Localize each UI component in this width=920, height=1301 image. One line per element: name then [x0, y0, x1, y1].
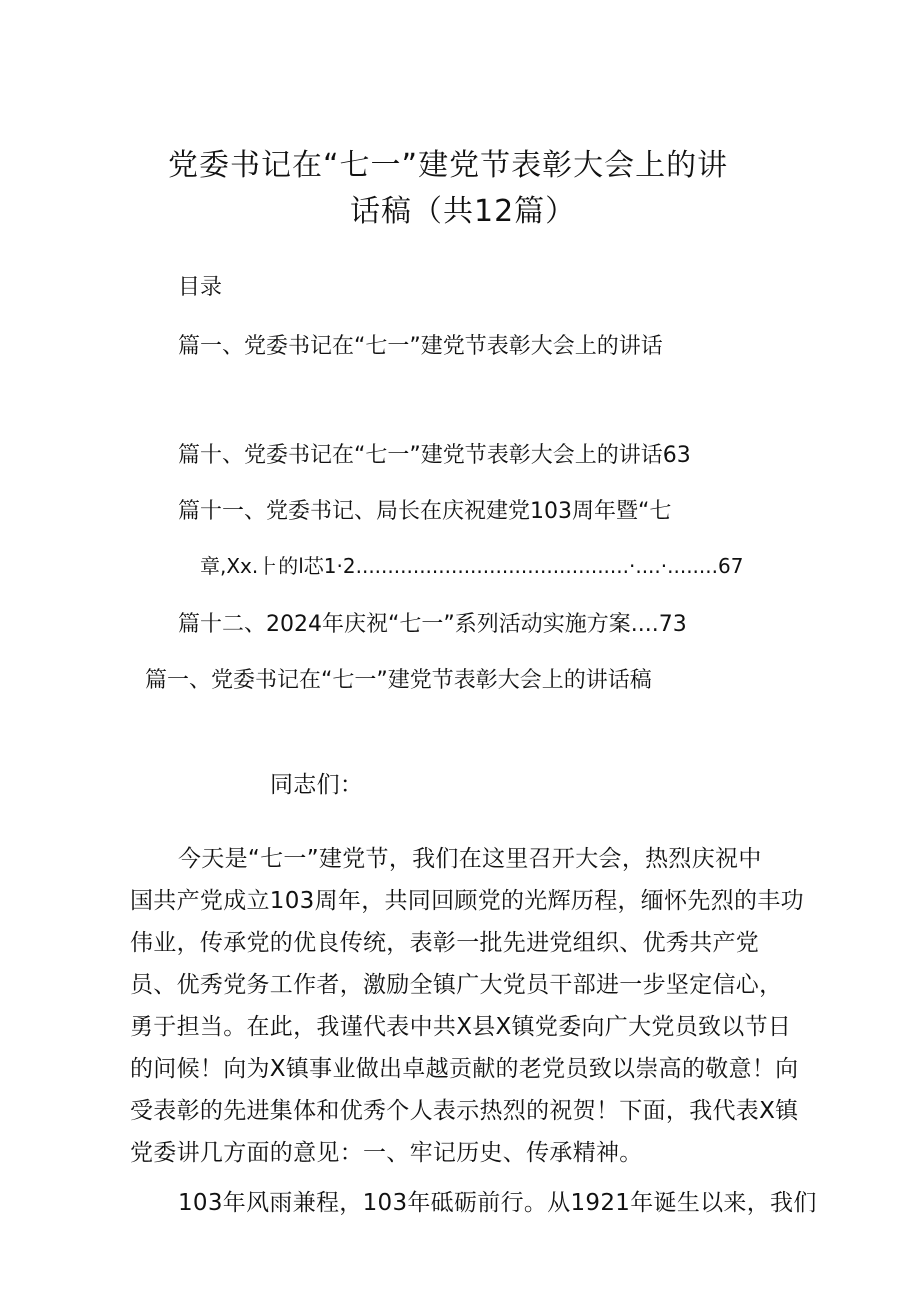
salutation: 同志们： [270, 772, 364, 798]
paragraph-line: 受表彰的先进集体和优秀个人表示热烈的祝贺！下面，我代表X镇 [130, 1098, 799, 1124]
toc-item: 篇十一、党委书记、局长在庆祝建党103周年暨“七 [178, 499, 672, 524]
paragraph-line: 党委讲几方面的意见：一、牢记历史、传承精神。 [130, 1140, 643, 1166]
paragraph-line: 103年风雨兼程，103年砥砺前行。从1921年诞生以来，我们 [178, 1190, 817, 1216]
paragraph-line: 勇于担当。在此，我谨代表中共X县X镇党委向广大党员致以节日 [130, 1014, 792, 1040]
paragraph-line: 今天是“七一”建党节，我们在这里召开大会，热烈庆祝中 [178, 846, 762, 872]
toc-item: 篇十、党委书记在“七一”建党节表彰大会上的讲话63 [178, 443, 691, 468]
paragraph-line: 的问候！向为X镇事业做出卓越贡献的老党员致以崇高的敬意！向 [130, 1056, 799, 1082]
toc-item: 篇十二、2024年庆祝“七一”系列活动实施方案....73 [178, 612, 687, 637]
paragraph-line: 国共产党成立103周年，共同回顾党的光辉历程，缅怀先烈的丰功 [130, 888, 804, 914]
paragraph-line: 伟业，传承党的优良传统，表彰一批先进党组织、优秀共产党 [130, 930, 760, 956]
doc-title-line-1: 党委书记在“七一”建党节表彰大会上的讲 [168, 148, 729, 183]
section-heading: 篇一、党委书记在“七一”建党节表彰大会上的讲话稿 [145, 668, 652, 693]
doc-title-line-2: 话稿（共12篇） [350, 194, 577, 229]
paragraph-line: 员、优秀党务工作者，激励全镇广大党员干部进一步坚定信心， [130, 972, 783, 998]
toc-item: 篇一、党委书记在“七一”建党节表彰大会上的讲话 [178, 334, 663, 359]
toc-heading: 目录 [178, 275, 223, 300]
toc-item: 章,Xx.⺊的l芯1·2...........................................·....·........67 [200, 554, 744, 578]
